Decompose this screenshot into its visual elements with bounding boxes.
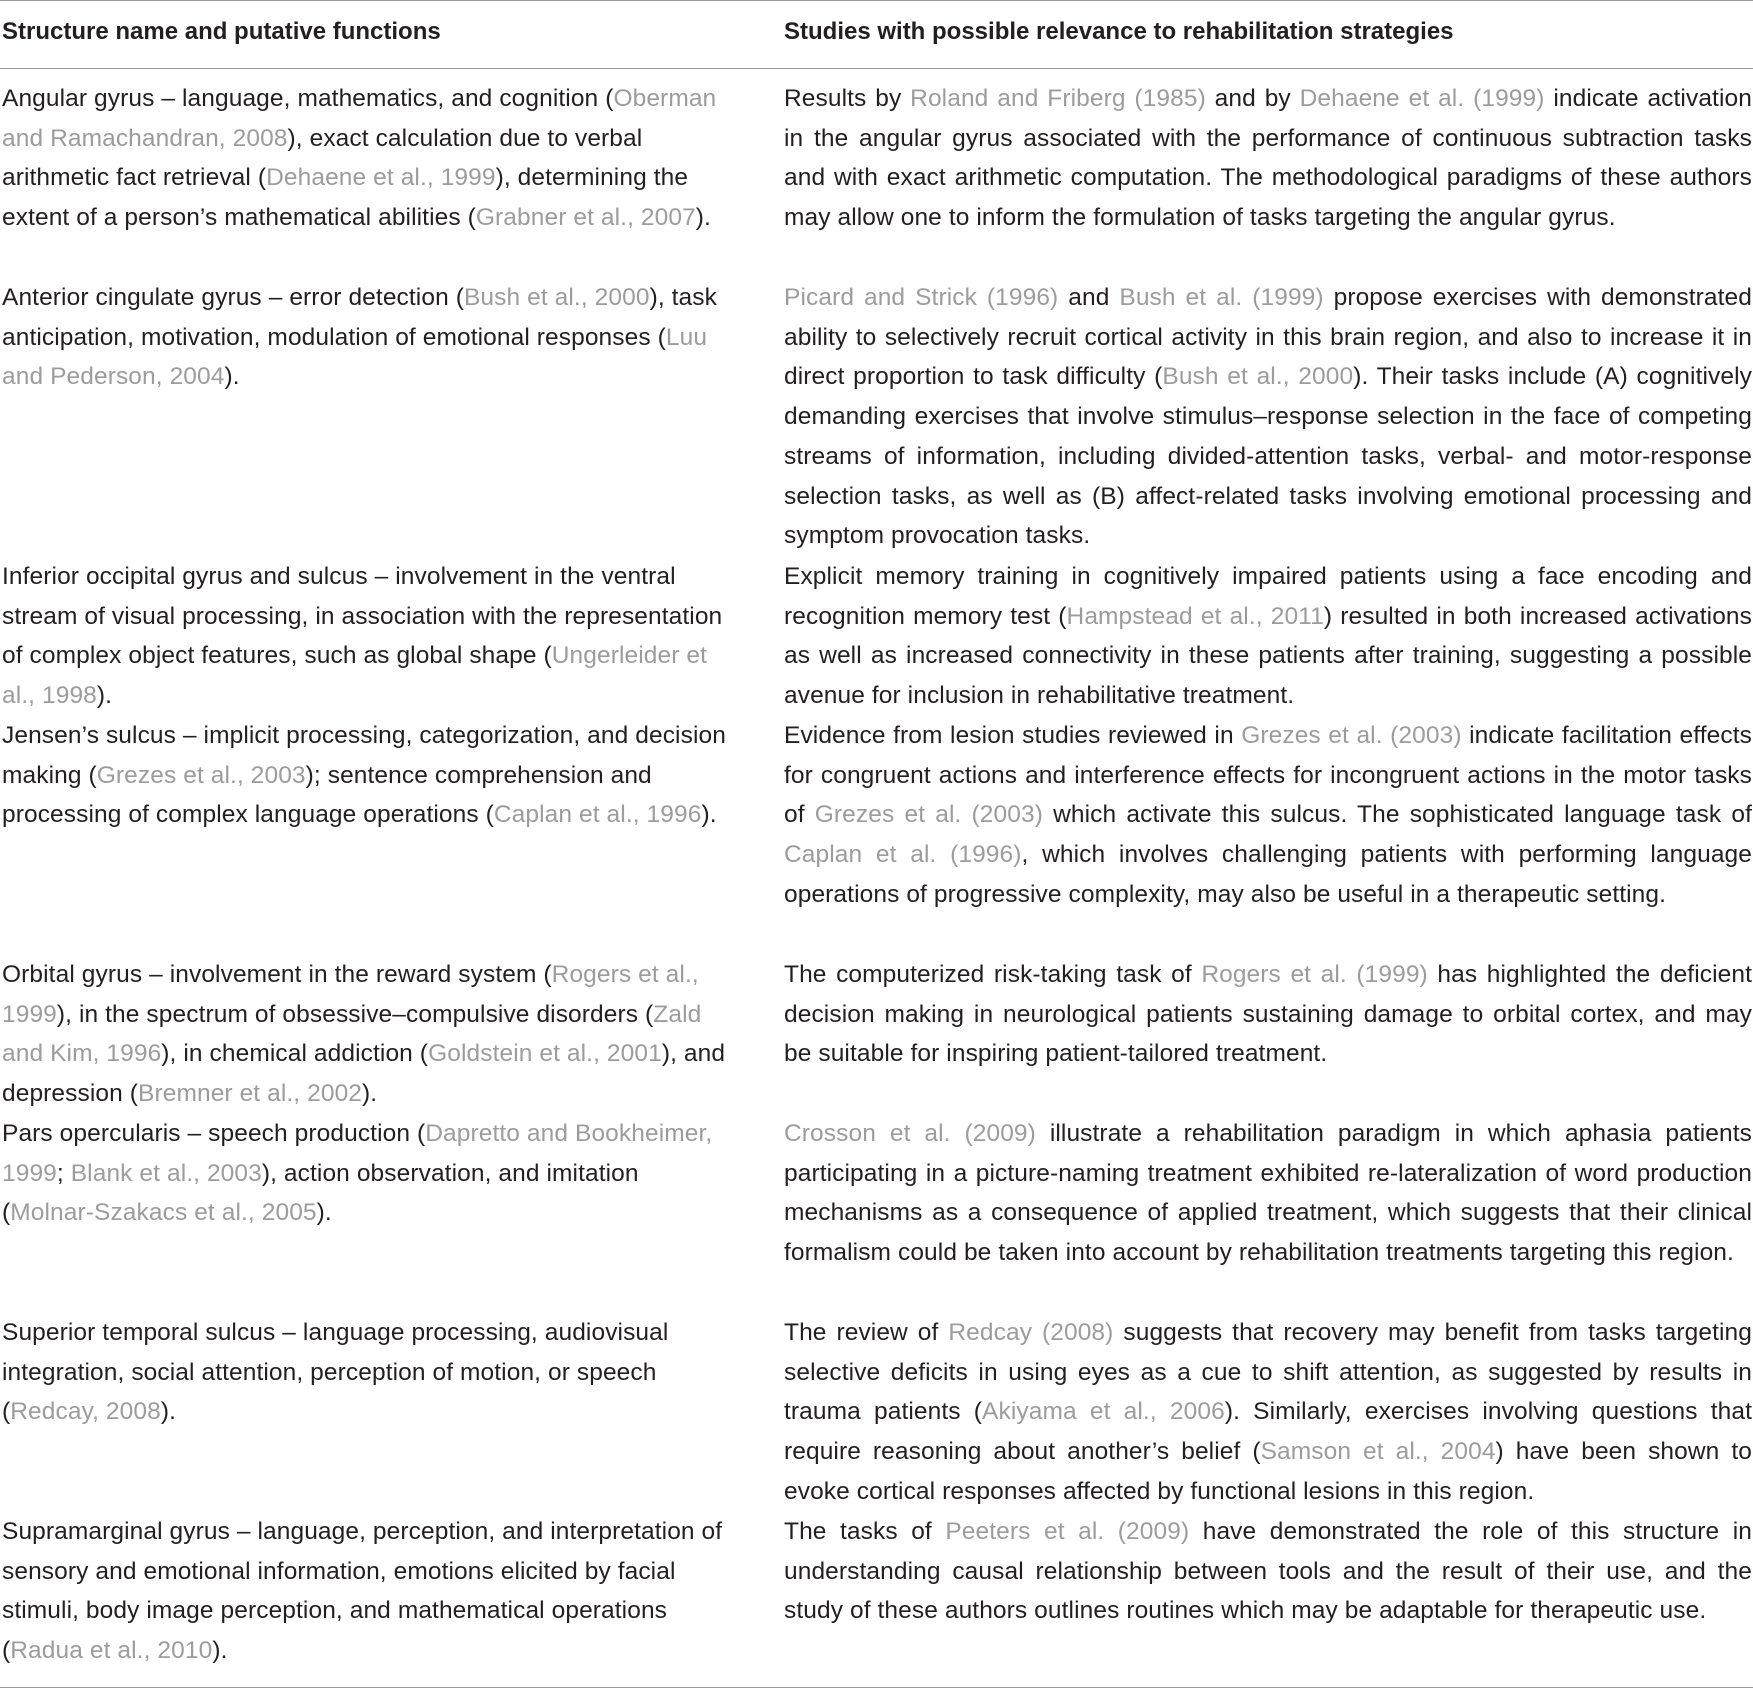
cell-text: The computerized risk-taking task of (784, 961, 1202, 988)
cell-text: ), and depression ( (2, 1040, 726, 1108)
row-2-studies (784, 278, 1752, 556)
cell-text: ). (212, 1637, 228, 1665)
citation-link[interactable]: Rogers et al., 1999 (2, 961, 699, 1028)
citation-link[interactable]: Luu and Pederson, 2004 (2, 323, 708, 391)
cell-text: have demonstrated the role of this structure in understanding causal relationship between tools and the result of their use, and the study of these authors outlines routines which may be adaptable for therapeutic use. (784, 1518, 1753, 1625)
cell-text: ) have been shown to evoke cortical responses affected by functional lesions in this region. (784, 1438, 1752, 1505)
citation-link[interactable]: Dehaene et al., 1999 (266, 164, 496, 192)
cell-text: ). (695, 204, 711, 232)
cell-text: ). (362, 1080, 378, 1108)
cell-text: ). Their tasks include (A) cognitively demanding exercises that involve stimulus–response selection in the face of competing streams of information, including divided-attention tasks, verbal- and motor-response selection tasks, as well as (B) affect-related tasks involving emotional processing and symptom provocation tasks. (784, 363, 1752, 550)
row-6-studies (784, 1114, 1752, 1273)
cell-text: ). (160, 1398, 177, 1426)
cell-text: Orbital gyrus – involvement in the reward system ( (2, 961, 552, 988)
cell-text: ), in the spectrum of obsessive–compulsive disorders ( (56, 1000, 654, 1028)
cell-text: Supramarginal gyrus – language, perception, and interpretation of sensory and emotional information, emotions elicited by facial stimuli, body image perception, and mathematical operations ( (2, 1518, 723, 1665)
cell-text: The review of (784, 1319, 949, 1346)
cell-text: which activate this sulcus. The sophisticated language task of (1042, 801, 1752, 829)
citation-link[interactable]: Grabner et al., 2007 (475, 204, 696, 232)
row-1-studies (784, 79, 1752, 238)
citation-link[interactable]: Grezes et al. (2003) (814, 801, 1043, 829)
citation-link[interactable]: Caplan et al. (1996) (784, 841, 1022, 869)
cell-text: and (1058, 284, 1120, 311)
cell-text: ), exact calculation due to verbal arithmetic fact retrieval ( (2, 124, 643, 192)
citation-link[interactable]: Redcay (2008) (948, 1319, 1114, 1346)
citation-link[interactable]: Grezes et al. (2003) (1241, 722, 1462, 749)
citation-link[interactable]: Akiyama et al., 2006 (982, 1398, 1225, 1426)
citation-link[interactable]: Bremner et al., 2002 (138, 1080, 363, 1108)
citation-link[interactable]: Grezes et al., 2003 (96, 761, 306, 789)
citation-link[interactable]: Goldstein et al., 2001 (428, 1040, 662, 1068)
row-4-structure (2, 716, 732, 835)
citation-link[interactable]: Caplan et al., 1996 (493, 801, 702, 829)
header-rule (0, 68, 1753, 69)
row-1-structure (2, 79, 732, 238)
row-3-studies (784, 557, 1752, 716)
cell-text: Pars opercularis – speech production ( (2, 1120, 426, 1147)
cell-text: ). (224, 363, 240, 391)
citation-link[interactable]: Crosson et al. (2009) (784, 1120, 1036, 1147)
cell-text: ), in chemical addiction ( (161, 1040, 429, 1068)
cell-text: Explicit memory training in cognitively impaired patients using a face encoding and recognition memory test ( (784, 563, 1752, 630)
cell-text: Superior temporal sulcus – language processing, audiovisual integration, social attention, perception of motion, or speech ( (2, 1319, 669, 1426)
cell-text: ) resulted in both increased activations as well as increased connectivity in these patients after training, suggesting a possible avenue for inclusion in rehabilitative treatment. (784, 602, 1753, 710)
citation-link[interactable]: Blank et al., 2003 (70, 1159, 262, 1187)
cell-text: indicate facilitation effects for congruent actions and interference effects for incongruent actions in the motor tasks of (784, 722, 1752, 829)
cell-text: , which involves challenging patients with performing language operations of progressive complexity, may also be useful in a therapeutic setting. (784, 841, 1752, 908)
citation-link[interactable]: Redcay, 2008 (10, 1398, 161, 1426)
cell-text: suggests that recovery may benefit from tasks targeting selective deficits in using eyes as a cue to shift attention, as suggested by results in trauma patients ( (784, 1319, 1752, 1426)
cell-text: The tasks of (784, 1518, 946, 1545)
row-7-structure (2, 1313, 732, 1432)
row-3-structure (2, 557, 732, 716)
citation-link[interactable]: Oberman and Ramachandran, 2008 (2, 85, 717, 152)
cell-text: Inferior occipital gyrus and sulcus – involvement in the ventral stream of visual processing, in association with the representation of complex object features, such as global shape ( (2, 563, 723, 670)
bottom-rule (0, 1687, 1753, 1688)
citation-link[interactable]: Peeters et al. (2009) (945, 1518, 1190, 1545)
column-header-studies: Studies with possible relevance to rehabilitation strategies (784, 18, 1454, 45)
column-header-structure: Structure name and putative functions (2, 18, 441, 45)
cell-text: Evidence from lesion studies reviewed in (784, 722, 1242, 749)
row-2-structure (2, 278, 732, 397)
cell-text: and by (1205, 85, 1300, 112)
row-6-structure (2, 1114, 732, 1233)
cell-text: Jensen’s sulcus – implicit processing, categorization, and decision making ( (2, 722, 726, 789)
cell-text: ; (56, 1159, 71, 1187)
cell-text: Angular gyrus – language, mathematics, and cognition ( (2, 85, 614, 112)
citation-link[interactable]: Bush et al., 2000 (463, 284, 650, 311)
cell-text: has highlighted the deficient decision making in neurological patients sustaining damage to orbital cortex, and may be suitable for inspiring patient-tailored treatment. (784, 961, 1752, 1068)
citation-link[interactable]: Dapretto and Bookheimer, 1999 (2, 1120, 713, 1187)
citation-link[interactable]: Picard and Strick (1996) (784, 284, 1059, 311)
row-5-structure (2, 955, 732, 1114)
row-8-studies (784, 1512, 1752, 1631)
cell-text: ). (701, 801, 717, 829)
citation-link[interactable]: Ungerleider et al., 1998 (2, 642, 708, 710)
row-5-studies (784, 955, 1752, 1074)
row-4-studies (784, 716, 1752, 915)
citation-link[interactable]: Zald and Kim, 1996 (2, 1000, 702, 1068)
citation-link[interactable]: Rogers et al. (1999) (1201, 961, 1428, 988)
row-7-studies (784, 1313, 1752, 1512)
top-rule (0, 0, 1753, 1)
cell-text: ), task anticipation, motivation, modulation of emotional responses ( (2, 284, 717, 351)
citation-link[interactable]: Dehaene et al. (1999) (1299, 85, 1545, 112)
citation-link[interactable]: Radua et al., 2010 (10, 1637, 213, 1665)
cell-text: ), action observation, and imitation ( (2, 1159, 639, 1227)
citation-link[interactable]: Samson et al., 2004 (1260, 1438, 1496, 1466)
cell-text: ). (96, 682, 113, 710)
citation-link[interactable]: Molnar-Szakacs et al., 2005 (10, 1199, 317, 1227)
citation-link[interactable]: Bush et al., 2000 (1162, 363, 1354, 391)
cell-text: Anterior cingulate gyrus – error detection ( (2, 284, 464, 311)
cell-text: Results by (784, 85, 911, 112)
cell-text: illustrate a rehabilitation paradigm in which aphasia patients participating in a picture-naming treatment exhibited re-lateralization of word production mechanisms as a consequence of applied treatment, which suggests that their clinical formalism could be taken into account by rehabilitation treatments targeting this region. (784, 1120, 1752, 1267)
cell-text: ). (316, 1199, 332, 1227)
citation-link[interactable]: Hampstead et al., 2011 (1066, 602, 1324, 630)
row-8-structure (2, 1512, 732, 1671)
citation-link[interactable]: Roland and Friberg (1985) (910, 85, 1206, 112)
cell-text: indicate activation in the angular gyrus associated with the performance of continuous subtraction tasks and with exact arithmetic computation. The methodological paradigms of these authors may allow one to inform the formulation of tasks targeting the angular gyrus. (784, 85, 1752, 232)
cell-text: ). Similarly, exercises involving questions that require reasoning about another’s belief ( (784, 1398, 1752, 1466)
cell-text: ); sentence comprehension and processing of complex language operations ( (2, 761, 652, 829)
citation-link[interactable]: Bush et al. (1999) (1119, 284, 1324, 311)
cell-text: propose exercises with demonstrated ability to selectively recruit cortical activity in this brain region, and also to increase it in direct proportion to task difficulty ( (784, 284, 1752, 391)
cell-text: ), determining the extent of a person’s mathematical abilities ( (2, 164, 689, 232)
